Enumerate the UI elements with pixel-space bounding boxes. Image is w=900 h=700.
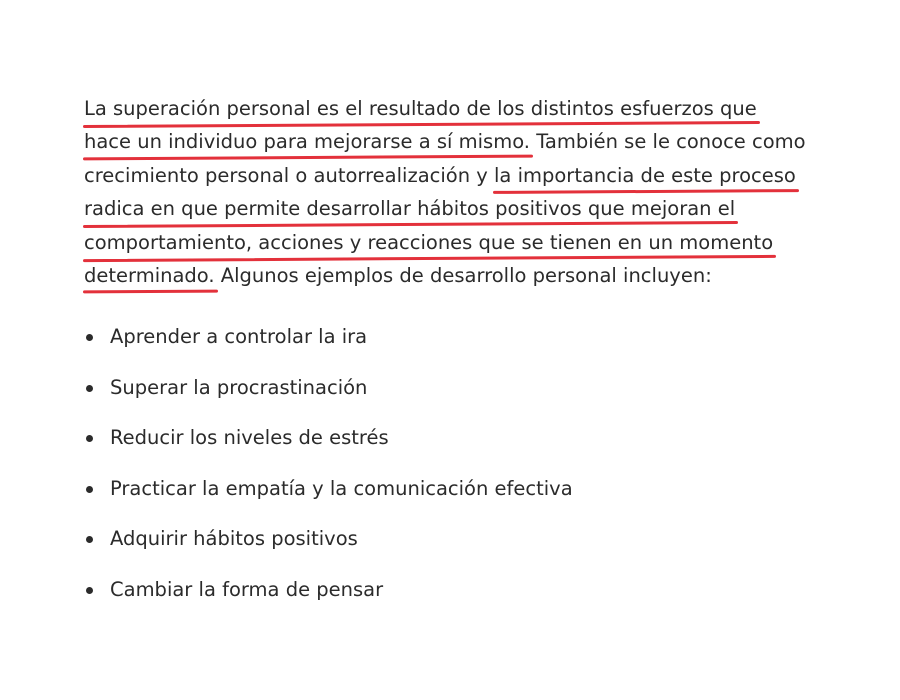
list-item (84, 422, 573, 473)
intro-paragraph (84, 92, 844, 292)
plain-text: crecimiento personal o autorrealización y (84, 163, 495, 187)
list-item-text: Superar la procrastinación (110, 375, 368, 399)
highlighted-text: determinado. (84, 263, 215, 287)
paragraph-line-5 (84, 226, 844, 259)
paragraph-line-6 (84, 259, 844, 292)
bullet-icon (86, 587, 93, 594)
list-item (84, 574, 573, 625)
highlighted-text: radica en que permite desarrollar hábitos positivos que mejoran el (84, 197, 736, 221)
list-item (84, 372, 573, 423)
list-item-text: Aprender a controlar la ira (110, 325, 368, 348)
list-item-text: Adquirir hábitos positivos (110, 527, 358, 551)
paragraph-line-3 (84, 159, 844, 192)
bullet-icon (86, 536, 93, 543)
highlighted-text: hace un individuo para mejorarse a sí mismo. (84, 130, 530, 154)
highlighted-text: la importancia de este proceso (494, 163, 796, 187)
plain-text: Algunos ejemplos de desarrollo personal incluyen: (214, 263, 712, 287)
highlighted-text: La superación personal es el resultado de los distintos esfuerzos que (84, 97, 757, 120)
list-item-text: Cambiar la forma de pensar (110, 577, 384, 601)
article-content (84, 92, 844, 601)
list-item (84, 473, 573, 524)
bullet-icon (86, 486, 93, 493)
list-item (84, 321, 573, 372)
bullet-icon (86, 334, 93, 341)
examples-list (84, 321, 573, 625)
list-item (84, 523, 573, 574)
highlighted-text: comportamiento, acciones y reacciones que se tienen en un momento (84, 230, 774, 254)
plain-text: También se le conoce como (530, 130, 806, 154)
paragraph-line-2 (84, 125, 844, 158)
paragraph-line-1 (84, 92, 844, 125)
list-item-text: Reducir los niveles de estrés (110, 426, 389, 450)
paragraph-line-4 (84, 192, 844, 225)
bullet-icon (86, 385, 93, 392)
bullet-icon (86, 435, 93, 442)
list-item-text: Practicar la empatía y la comunicación efectiva (110, 476, 573, 500)
